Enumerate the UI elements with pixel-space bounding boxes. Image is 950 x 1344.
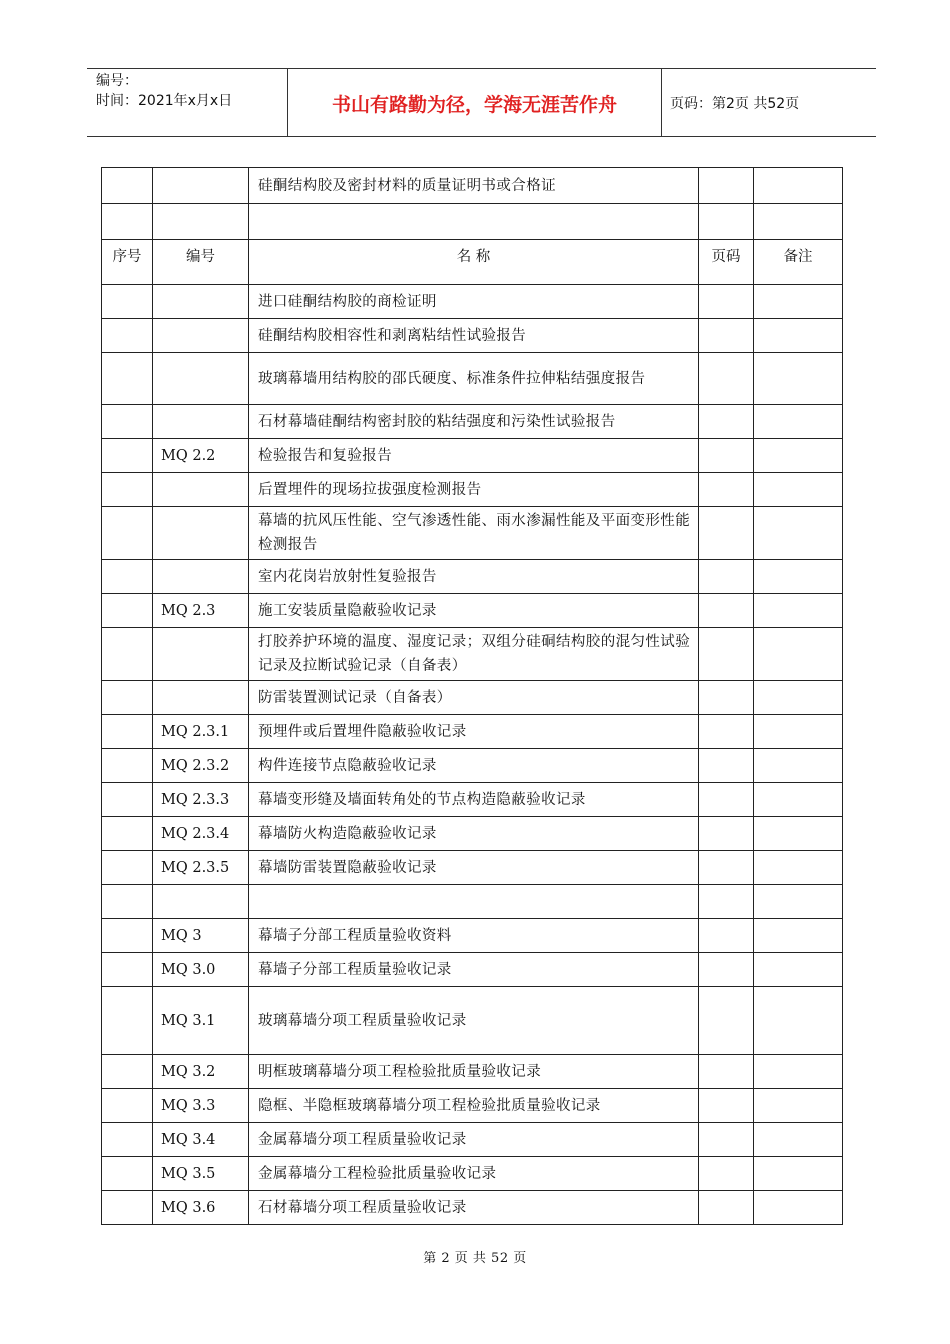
page-cell: [699, 405, 754, 439]
page-cell: [699, 594, 754, 628]
name-cell: 检验报告和复验报告: [249, 439, 699, 473]
note-cell: [754, 1123, 843, 1157]
table-row: [102, 1055, 843, 1089]
code-cell: MQ 2.3.2: [153, 749, 249, 783]
table-row: [102, 953, 843, 987]
seq-cell: [102, 817, 153, 851]
page-cell: [699, 1191, 754, 1225]
code-cell: MQ 2.3.4: [153, 817, 249, 851]
note-cell: [754, 353, 843, 405]
column-header: 编号: [153, 240, 249, 285]
name-cell: 预埋件或后置埋件隐蔽验收记录: [249, 715, 699, 749]
table-row: [102, 473, 843, 507]
name-cell: [249, 885, 699, 919]
note-cell: [754, 681, 843, 715]
name-cell: 幕墙子分部工程质量验收记录: [249, 953, 699, 987]
code-cell: MQ 2.2: [153, 439, 249, 473]
name-cell: 幕墙变形缝及墙面转角处的节点构造隐蔽验收记录: [249, 783, 699, 817]
table-row: [102, 749, 843, 783]
note-cell: [754, 1055, 843, 1089]
seq-cell: [102, 473, 153, 507]
note-cell: [754, 1191, 843, 1225]
column-header: 页码: [699, 240, 754, 285]
seq-cell: [102, 594, 153, 628]
page-cell: [699, 507, 754, 560]
page-cell: [699, 204, 754, 240]
table-row: [102, 560, 843, 594]
page-cell: [699, 439, 754, 473]
code-cell: [153, 353, 249, 405]
seq-cell: [102, 1055, 153, 1089]
page-cell: [699, 1123, 754, 1157]
page-cell: [699, 783, 754, 817]
table-row: [102, 715, 843, 749]
code-cell: [153, 204, 249, 240]
document-number-label: 编号：: [96, 73, 138, 89]
table-row: [102, 439, 843, 473]
page-cell: [699, 168, 754, 204]
note-cell: [754, 817, 843, 851]
table-row: [102, 1089, 843, 1123]
document-time-label: 时间：2021年x月x日: [96, 93, 233, 109]
table-row: [102, 628, 843, 681]
code-cell: MQ 3.5: [153, 1157, 249, 1191]
name-cell: 幕墙防雷装置隐蔽验收记录: [249, 851, 699, 885]
name-cell: 玻璃幕墙用结构胶的邵氏硬度、标准条件拉伸粘结强度报告: [249, 353, 699, 405]
page-cell: [699, 473, 754, 507]
code-cell: MQ 3.6: [153, 1191, 249, 1225]
table-row: [102, 168, 843, 204]
code-cell: MQ 3.4: [153, 1123, 249, 1157]
table-row: [102, 353, 843, 405]
note-cell: [754, 285, 843, 319]
note-cell: [754, 560, 843, 594]
table-row: [102, 319, 843, 353]
name-cell: 施工安装质量隐蔽验收记录: [249, 594, 699, 628]
table-row: [102, 285, 843, 319]
page-cell: [699, 851, 754, 885]
code-cell: [153, 405, 249, 439]
page-cell: [699, 715, 754, 749]
page-cell: [699, 749, 754, 783]
code-cell: MQ 3: [153, 919, 249, 953]
name-cell: 室内花岗岩放射性复验报告: [249, 560, 699, 594]
page-cell: [699, 285, 754, 319]
seq-cell: [102, 851, 153, 885]
page-cell: [699, 560, 754, 594]
table-row: [102, 817, 843, 851]
table-row: [102, 594, 843, 628]
name-cell: 防雷装置测试记录（自备表）: [249, 681, 699, 715]
seq-cell: [102, 715, 153, 749]
note-cell: [754, 953, 843, 987]
header-bottom-rule: [87, 136, 876, 137]
page-footer: 第 2 页 共 52 页: [423, 1251, 527, 1266]
code-cell: [153, 681, 249, 715]
note-cell: [754, 405, 843, 439]
seq-cell: [102, 749, 153, 783]
table-row: [102, 1191, 843, 1225]
seq-cell: [102, 405, 153, 439]
table-row: [102, 783, 843, 817]
note-cell: [754, 715, 843, 749]
code-cell: [153, 628, 249, 681]
code-cell: MQ 2.3.5: [153, 851, 249, 885]
name-cell: 进口硅酮结构胶的商检证明: [249, 285, 699, 319]
note-cell: [754, 1157, 843, 1191]
table-row: [102, 681, 843, 715]
table-row: [102, 919, 843, 953]
seq-cell: [102, 628, 153, 681]
seq-cell: [102, 953, 153, 987]
table-row: [102, 204, 843, 240]
header-page-label: 页码：第2页 共52页: [670, 96, 800, 112]
code-cell: [153, 885, 249, 919]
name-cell: 幕墙防火构造隐蔽验收记录: [249, 817, 699, 851]
note-cell: [754, 749, 843, 783]
seq-cell: [102, 1123, 153, 1157]
name-cell: 构件连接节点隐蔽验收记录: [249, 749, 699, 783]
page-cell: [699, 817, 754, 851]
table-row: [102, 851, 843, 885]
note-cell: [754, 594, 843, 628]
code-cell: MQ 2.3: [153, 594, 249, 628]
name-cell: 硅酮结构胶及密封材料的质量证明书或合格证: [249, 168, 699, 204]
page-cell: [699, 353, 754, 405]
seq-cell: [102, 507, 153, 560]
note-cell: [754, 439, 843, 473]
note-cell: [754, 885, 843, 919]
name-cell: 玻璃幕墙分项工程质量验收记录: [249, 987, 699, 1055]
page-cell: [699, 1055, 754, 1089]
header-info: [96, 71, 232, 111]
code-cell: [153, 319, 249, 353]
seq-cell: [102, 204, 153, 240]
table-row: [102, 405, 843, 439]
note-cell: [754, 204, 843, 240]
column-header: 备注: [754, 240, 843, 285]
header-divider: [661, 69, 662, 136]
seq-cell: [102, 1191, 153, 1225]
name-cell: 石材幕墙分项工程质量验收记录: [249, 1191, 699, 1225]
code-cell: MQ 3.0: [153, 953, 249, 987]
page-cell: [699, 885, 754, 919]
code-cell: MQ 2.3.3: [153, 783, 249, 817]
table-row: [102, 507, 843, 560]
document-index-table: [101, 167, 843, 1225]
page-cell: [699, 681, 754, 715]
code-cell: [153, 560, 249, 594]
page-cell: [699, 987, 754, 1055]
seq-cell: [102, 919, 153, 953]
name-cell: 打胶养护环境的温度、湿度记录；双组分硅硐结构胶的混匀性试验记录及拉断试验记录（自备表）: [249, 628, 699, 681]
code-cell: MQ 3.1: [153, 987, 249, 1055]
table-row: [102, 1157, 843, 1191]
name-cell: [249, 204, 699, 240]
table-row: [102, 987, 843, 1055]
column-header: 序号: [102, 240, 153, 285]
name-cell: 隐框、半隐框玻璃幕墙分项工程检验批质量验收记录: [249, 1089, 699, 1123]
name-cell: 后置埋件的现场拉拔强度检测报告: [249, 473, 699, 507]
page-cell: [699, 953, 754, 987]
note-cell: [754, 319, 843, 353]
name-cell: 硅酮结构胶相容性和剥离粘结性试验报告: [249, 319, 699, 353]
name-cell: 幕墙的抗风压性能、空气渗透性能、雨水渗漏性能及平面变形性能检测报告: [249, 507, 699, 560]
seq-cell: [102, 987, 153, 1055]
code-cell: MQ 3.3: [153, 1089, 249, 1123]
seq-cell: [102, 783, 153, 817]
note-cell: [754, 783, 843, 817]
seq-cell: [102, 168, 153, 204]
page-cell: [699, 628, 754, 681]
note-cell: [754, 919, 843, 953]
name-cell: 石材幕墙硅酮结构密封胶的粘结强度和污染性试验报告: [249, 405, 699, 439]
table-header-row: [102, 240, 843, 285]
note-cell: [754, 628, 843, 681]
note-cell: [754, 473, 843, 507]
seq-cell: [102, 560, 153, 594]
note-cell: [754, 168, 843, 204]
code-cell: [153, 285, 249, 319]
seq-cell: [102, 1089, 153, 1123]
table-row: [102, 1123, 843, 1157]
note-cell: [754, 851, 843, 885]
table-row: [102, 885, 843, 919]
seq-cell: [102, 439, 153, 473]
note-cell: [754, 507, 843, 560]
seq-cell: [102, 285, 153, 319]
seq-cell: [102, 353, 153, 405]
page-cell: [699, 919, 754, 953]
seq-cell: [102, 1157, 153, 1191]
page-cell: [699, 319, 754, 353]
code-cell: MQ 3.2: [153, 1055, 249, 1089]
name-cell: 金属幕墙分项工程质量验收记录: [249, 1123, 699, 1157]
note-cell: [754, 987, 843, 1055]
code-cell: MQ 2.3.1: [153, 715, 249, 749]
note-cell: [754, 1089, 843, 1123]
name-cell: 明框玻璃幕墙分项工程检验批质量验收记录: [249, 1055, 699, 1089]
code-cell: [153, 168, 249, 204]
header-slogan: 书山有路勤为径，学海无涯苦作舟: [331, 94, 617, 116]
code-cell: [153, 507, 249, 560]
page-cell: [699, 1089, 754, 1123]
seq-cell: [102, 681, 153, 715]
seq-cell: [102, 885, 153, 919]
page-cell: [699, 1157, 754, 1191]
name-cell: 金属幕墙分工程检验批质量验收记录: [249, 1157, 699, 1191]
seq-cell: [102, 319, 153, 353]
name-cell: 幕墙子分部工程质量验收资料: [249, 919, 699, 953]
code-cell: [153, 473, 249, 507]
column-header: 名 称: [249, 240, 699, 285]
header-top-rule: [87, 68, 876, 69]
